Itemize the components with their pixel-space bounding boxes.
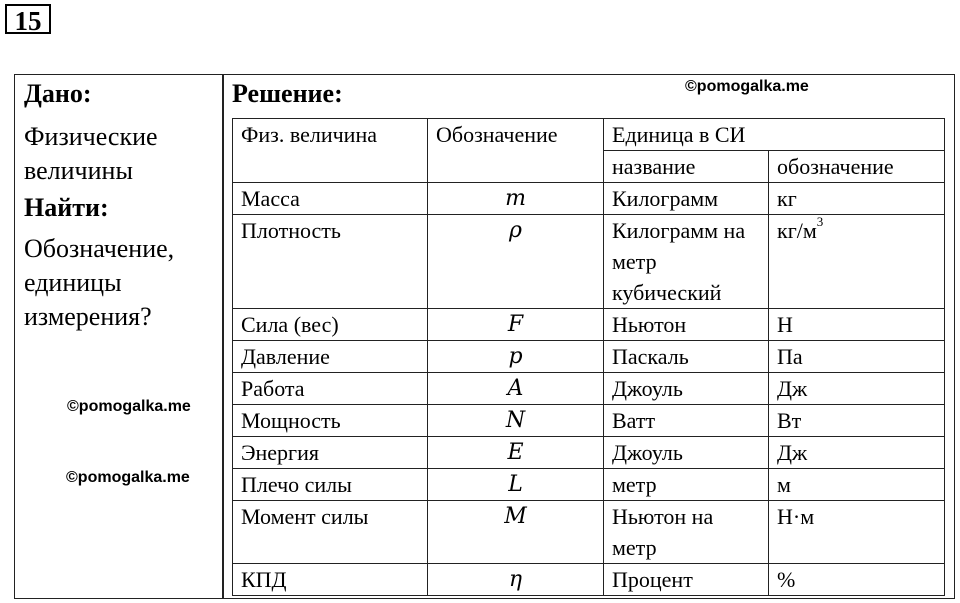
table-row bbox=[233, 469, 945, 501]
table-row bbox=[233, 564, 945, 596]
watermark: ©pomogalka.me bbox=[67, 398, 191, 415]
cell-unit-name: Килограмм bbox=[604, 183, 769, 215]
cell-quantity: Мощность bbox=[233, 405, 428, 437]
find-heading: Найти: bbox=[24, 193, 109, 222]
cell-symbol: ρ bbox=[428, 215, 604, 309]
solution-heading: Решение: bbox=[232, 79, 343, 108]
given-find-panel bbox=[24, 78, 219, 334]
cell-unit-symbol bbox=[769, 215, 945, 309]
cell-unit-symbol: % bbox=[769, 564, 945, 596]
table-row bbox=[233, 309, 945, 341]
header-si-unit: Единица в СИ bbox=[604, 119, 945, 151]
cell-unit-name: метр bbox=[604, 469, 769, 501]
cell-unit-name: Килограмм на метр кубический bbox=[604, 215, 769, 309]
problem-number: 15 bbox=[5, 4, 51, 34]
cell-unit-name: Ньютон bbox=[604, 309, 769, 341]
cell-unit-symbol: Дж bbox=[769, 437, 945, 469]
table-row bbox=[233, 183, 945, 215]
header-quantity: Физ. величина bbox=[233, 119, 428, 183]
cell-unit-symbol: Па bbox=[769, 341, 945, 373]
cell-unit-symbol: м bbox=[769, 469, 945, 501]
table-row bbox=[233, 215, 945, 309]
table-row bbox=[233, 373, 945, 405]
cell-unit-symbol: кг bbox=[769, 183, 945, 215]
cell-quantity: Плотность bbox=[233, 215, 428, 309]
cell-quantity: Работа bbox=[233, 373, 428, 405]
cell-unit-symbol: Н·м bbox=[769, 501, 945, 564]
cell-quantity: Сила (вес) bbox=[233, 309, 428, 341]
unit-symbol-base: кг/м bbox=[777, 218, 817, 243]
cell-symbol: N bbox=[428, 405, 604, 437]
cell-symbol: E bbox=[428, 437, 604, 469]
cell-quantity: Масса bbox=[233, 183, 428, 215]
cell-quantity: Давление bbox=[233, 341, 428, 373]
find-text-line: единицы bbox=[24, 268, 122, 297]
header-symbol: Обозначение bbox=[428, 119, 604, 183]
cell-quantity: Плечо силы bbox=[233, 469, 428, 501]
cell-symbol: m bbox=[428, 183, 604, 215]
cell-quantity: КПД bbox=[233, 564, 428, 596]
cell-unit-symbol: Н bbox=[769, 309, 945, 341]
cell-symbol: η bbox=[428, 564, 604, 596]
unit-symbol-exponent: 3 bbox=[816, 214, 824, 229]
find-text-line: Обозначение, bbox=[24, 234, 175, 263]
cell-unit-symbol: Вт bbox=[769, 405, 945, 437]
cell-symbol: F bbox=[428, 309, 604, 341]
watermark: ©pomogalka.me bbox=[66, 469, 190, 486]
given-text-line: Физические bbox=[24, 122, 158, 151]
table-row bbox=[233, 341, 945, 373]
table-row bbox=[233, 501, 945, 564]
header-row bbox=[233, 119, 945, 151]
watermark: ©pomogalka.me bbox=[685, 78, 809, 95]
units-table bbox=[232, 118, 945, 596]
cell-unit-name: Джоуль bbox=[604, 437, 769, 469]
cell-symbol: L bbox=[428, 469, 604, 501]
cell-symbol: A bbox=[428, 373, 604, 405]
given-heading: Дано: bbox=[24, 79, 92, 108]
cell-symbol: p bbox=[428, 341, 604, 373]
table-row bbox=[233, 405, 945, 437]
table-row bbox=[233, 437, 945, 469]
header-si-name: название bbox=[604, 151, 769, 183]
given-text-line: величины bbox=[24, 156, 133, 185]
cell-unit-name: Паскаль bbox=[604, 341, 769, 373]
cell-unit-name: Ньютон на метр bbox=[604, 501, 769, 564]
cell-unit-name: Процент bbox=[604, 564, 769, 596]
cell-symbol: M bbox=[428, 501, 604, 564]
cell-unit-symbol: Дж bbox=[769, 373, 945, 405]
cell-unit-name: Джоуль bbox=[604, 373, 769, 405]
cell-quantity: Энергия bbox=[233, 437, 428, 469]
column-divider bbox=[222, 74, 224, 599]
cell-unit-name: Ватт bbox=[604, 405, 769, 437]
find-text-line: измерения? bbox=[24, 302, 152, 331]
cell-quantity: Момент силы bbox=[233, 501, 428, 564]
header-si-symbol: обозначение bbox=[769, 151, 945, 183]
